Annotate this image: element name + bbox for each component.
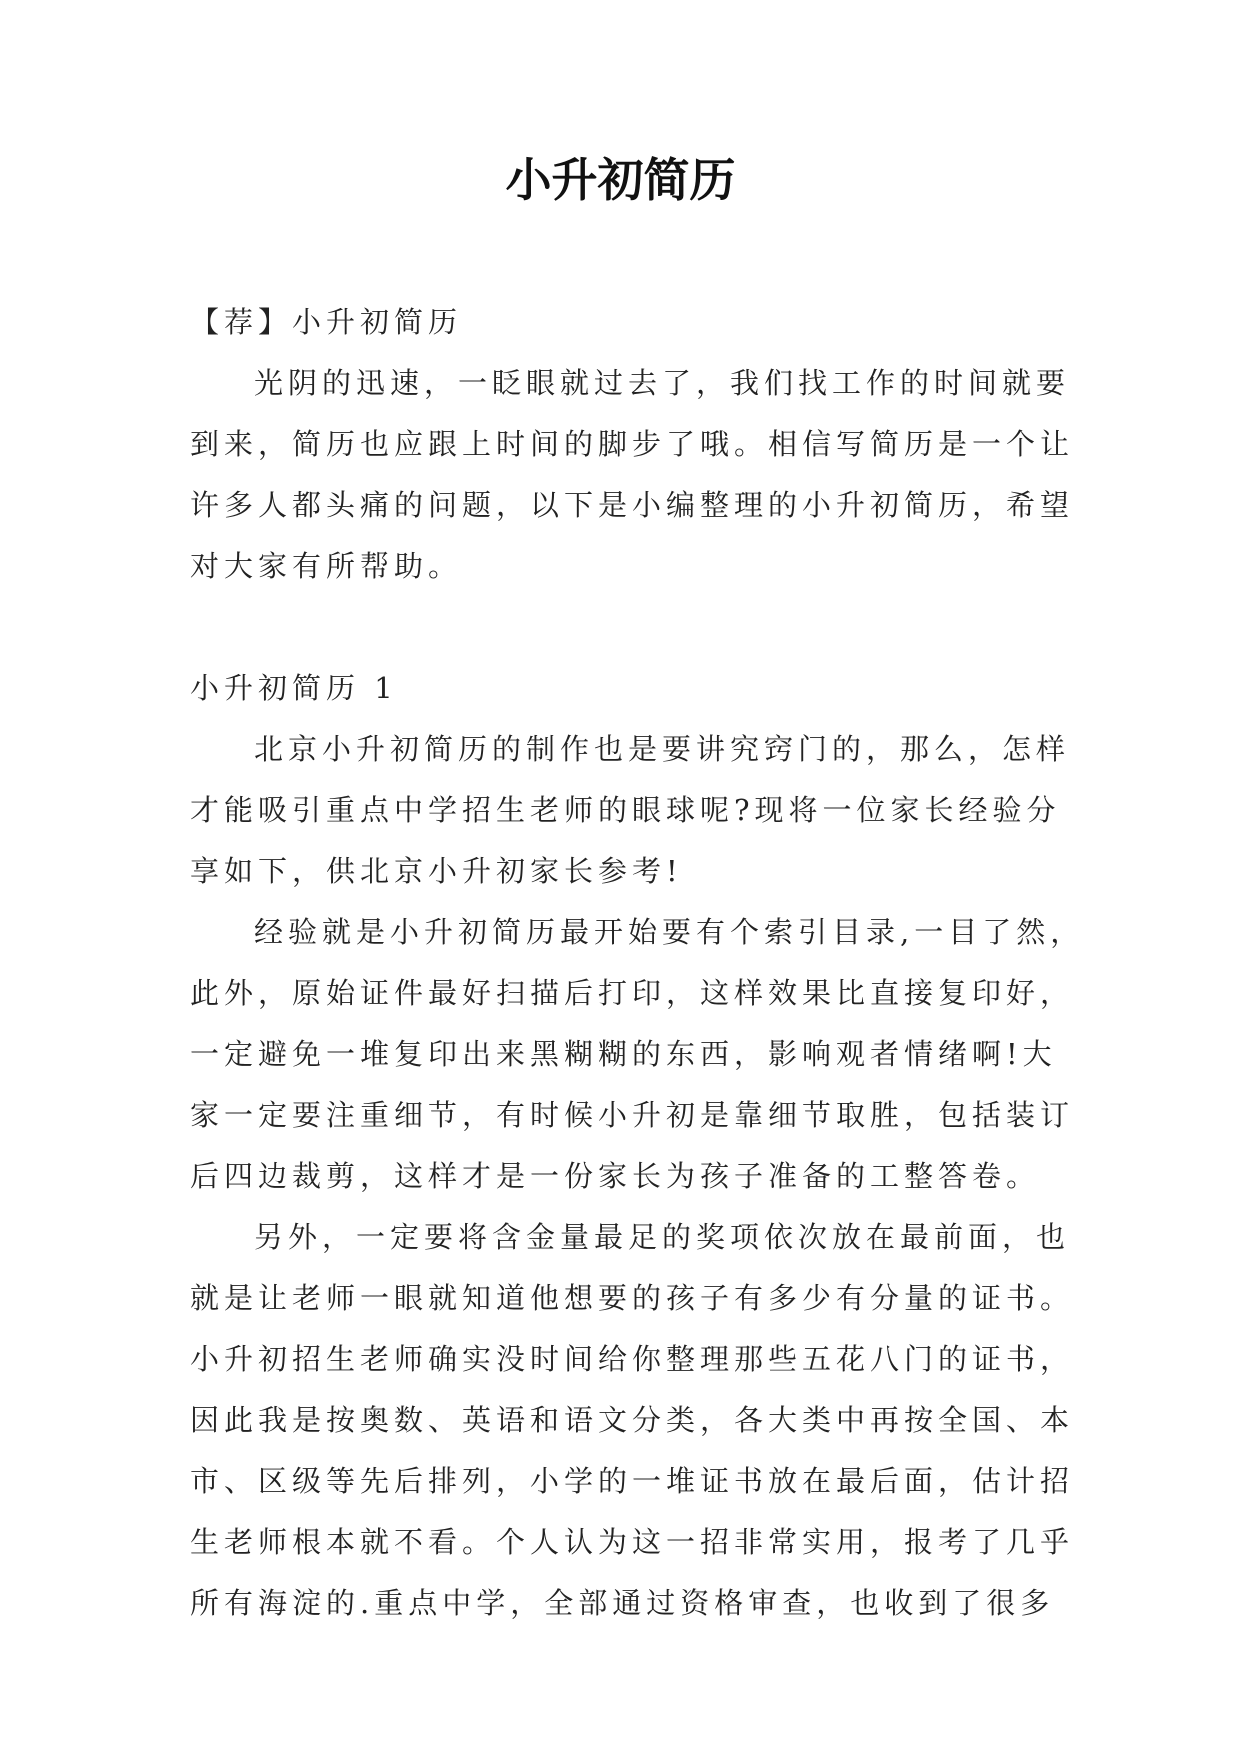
paragraph-line: 就是让老师一眼就知道他想要的孩子有多少有分量的证书。 xyxy=(190,1281,1075,1315)
paragraph-line: 家一定要注重细节，有时候小升初是靠细节取胜，包括装订 xyxy=(190,1098,1075,1132)
section-spacer xyxy=(190,597,1050,658)
paragraph-line: 后四边裁剪，这样才是一份家长为孩子准备的工整答卷。 xyxy=(190,1159,1041,1193)
paragraph-line: 生老师根本就不看。个人认为这一招非常实用，报考了几乎 xyxy=(190,1525,1075,1559)
paragraph-line: 许多人都头痛的问题，以下是小编整理的小升初简历，希望 xyxy=(190,488,1075,522)
document-title: 小升初简历 xyxy=(505,153,736,207)
paragraph-line: 市、区级等先后排列，小学的一堆证书放在最后面，估计招 xyxy=(190,1464,1075,1498)
paragraph-line: 才能吸引重点中学招生老师的眼球呢?现将一位家长经验分 xyxy=(190,793,1061,827)
paragraph-line: 到来，简历也应跟上时间的脚步了哦。相信写简历是一个让 xyxy=(190,427,1075,461)
paragraph-line: 对大家有所帮助。 xyxy=(190,549,463,583)
paragraph-line: 因此我是按奥数、英语和语文分类，各大类中再按全国、本 xyxy=(190,1403,1075,1437)
paragraph-line: 另外，一定要将含金量最足的奖项依次放在最前面，也 xyxy=(254,1220,1071,1254)
paragraph-line: 光阴的迅速，一眨眼就过去了，我们找工作的时间就要 xyxy=(254,366,1071,400)
intro-heading: 【荐】小升初简历 xyxy=(190,305,463,339)
document-body xyxy=(190,292,1085,1634)
paragraph-line: 此外，原始证件最好扫描后打印，这样效果比直接复印好， xyxy=(190,976,1075,1010)
section-heading: 小升初简历 1 xyxy=(190,671,398,705)
paragraph-line: 小升初招生老师确实没时间给你整理那些五花八门的证书， xyxy=(190,1342,1075,1376)
paragraph-line: 经验就是小升初简历最开始要有个索引目录,一目了然， xyxy=(254,915,1085,949)
paragraph-line: 所有海淀的.重点中学，全部通过资格审查，也收到了很多 xyxy=(190,1586,1055,1620)
paragraph-line: 北京小升初简历的制作也是要讲究窍门的，那么，怎样 xyxy=(254,732,1071,766)
paragraph-line: 一定避免一堆复印出来黑糊糊的东西，影响观者情绪啊!大 xyxy=(190,1037,1057,1071)
paragraph-line: 享如下，供北京小升初家长参考! xyxy=(190,854,683,888)
